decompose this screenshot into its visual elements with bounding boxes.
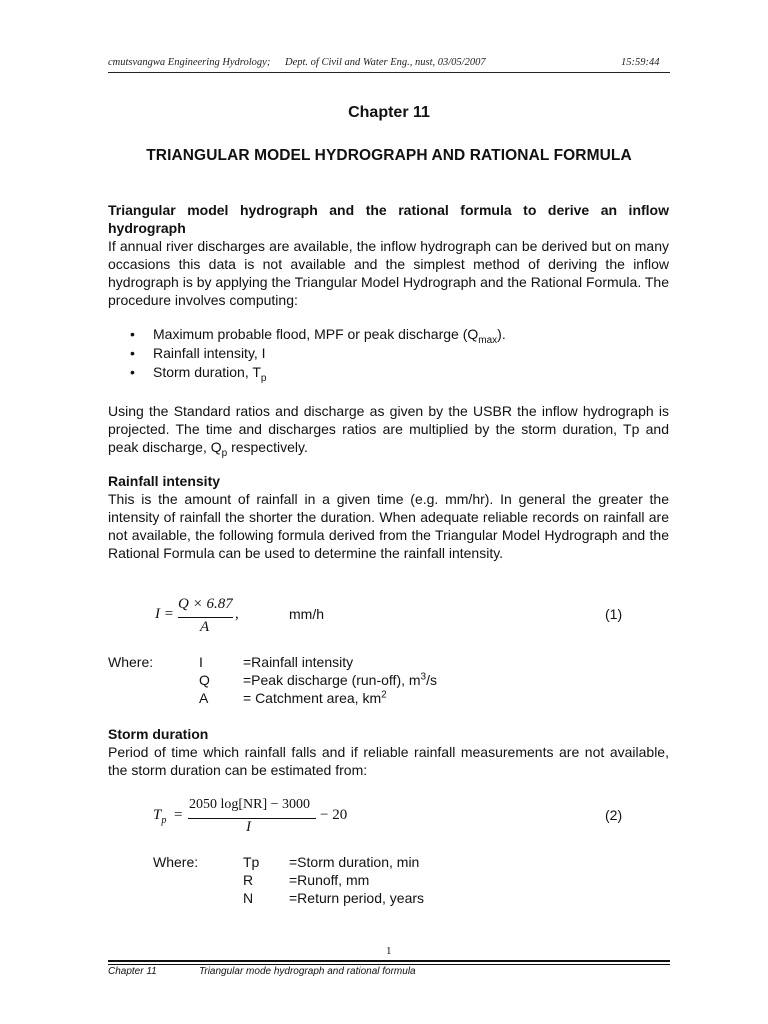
eq1-fraction-bar [178, 617, 233, 618]
header-author: cmutsvangwa Engineering Hydrology; [108, 57, 271, 68]
rainfall-paragraph: This is the amount of rainfall in a given time (e.g. mm/hr). In general the greater the intensity of rainfall the shorter the duration. When adequate reliable records on rainfall are not available, the following formula derived from the Triangular Model Hydrograph and the Rational Formula can be used to determine the rainfall intensity. [108, 491, 669, 561]
eq2-denominator: I [246, 819, 251, 835]
where2-symbol: Tp [243, 854, 260, 870]
eq1-numerator: Q × 6.87 [178, 596, 233, 612]
eq2-numerator: 2050 log[NR] − 3000 [189, 797, 311, 812]
where2-definition: =Storm duration, min [289, 854, 420, 870]
eq1-denominator: A [200, 619, 210, 635]
eq2-fraction-bar [188, 818, 316, 819]
intro-heading: Triangular model hydrograph and the rational formula to derive an inflow hydrograph [108, 202, 669, 236]
storm-heading: Storm duration [108, 726, 209, 742]
where1-definition: =Rainfall intensity [243, 654, 354, 670]
standard-ratios-paragraph: Using the Standard ratios and discharge as given by the USBR the inflow hydrograph is projected. The time and discharges ratios are multiplied by the storm duration, Tp and peak discharge, $Q_p$ respectively. [108, 403, 669, 459]
bullet-icon: • [130, 326, 135, 342]
where2-definition: =Return period, years [289, 890, 425, 906]
bullet-icon: • [130, 364, 135, 380]
where1-symbol: Q [199, 672, 210, 688]
header-time: 15:59:44 [621, 57, 660, 68]
list-item: • Storm duration, $T_p$ [130, 364, 267, 384]
where2-symbol: N [243, 890, 254, 906]
running-header [108, 57, 670, 71]
page-number: 1 [386, 945, 392, 957]
storm-paragraph: Period of time which rainfall falls and if reliable rainfall measurements are not available, the storm duration can be estimated from: [108, 744, 669, 778]
procedure-list [130, 325, 506, 382]
list-item: • Rainfall intensity, I [130, 345, 266, 361]
header-rule [108, 72, 670, 73]
bullet-icon: • [130, 345, 135, 361]
list-item: • Maximum probable flood, MPF or peak discharge $(Q_{max})$. [130, 326, 506, 346]
where1-symbol: I [199, 654, 203, 670]
eq2-lhs: $T_p$ [153, 807, 167, 826]
eq2-tail: − 20 [320, 807, 348, 823]
intro-paragraph: If annual river discharges are available, the inflow hydrograph can be derived but on many occasions this data is not available and the simplest method of deriving the inflow hydrograph is by applying the Triangular Model Hydrograph and the Rational Formula. The procedure involves computing: [108, 238, 669, 308]
eq1-lhs: I = [155, 606, 174, 622]
eq2-number: (2) [605, 807, 623, 823]
header-department: Dept. of Civil and Water Eng., nust, 03/05/2007 [285, 57, 486, 68]
rainfall-heading: Rainfall intensity [108, 473, 221, 489]
eq1-unit: mm/h [289, 606, 324, 622]
where1-definition: = Catchment area, $km^2$ [243, 689, 387, 706]
where1-definition: =Peak discharge (run-off), $m^3/s$ [243, 671, 437, 688]
footer-title: Triangular mode hydrograph and rational formula [199, 966, 416, 977]
chapter-title: TRIANGULAR MODEL HYDROGRAPH AND RATIONAL FORMULA [146, 147, 632, 164]
eq1-comma: , [235, 606, 239, 622]
footer-rule [108, 960, 670, 962]
where2-symbol: R [243, 872, 254, 888]
where2-definition: =Runoff, mm [289, 872, 370, 888]
eq2-equals: = [174, 807, 183, 823]
where2-label: Where: [153, 854, 199, 870]
footer-rule-thin [108, 964, 670, 965]
chapter-label: Chapter 11 [348, 104, 430, 121]
where1-symbol: A [199, 690, 209, 706]
footer-chapter: Chapter 11 [108, 966, 157, 977]
where1-label: Where: [108, 654, 154, 670]
eq1-number: (1) [605, 606, 623, 622]
